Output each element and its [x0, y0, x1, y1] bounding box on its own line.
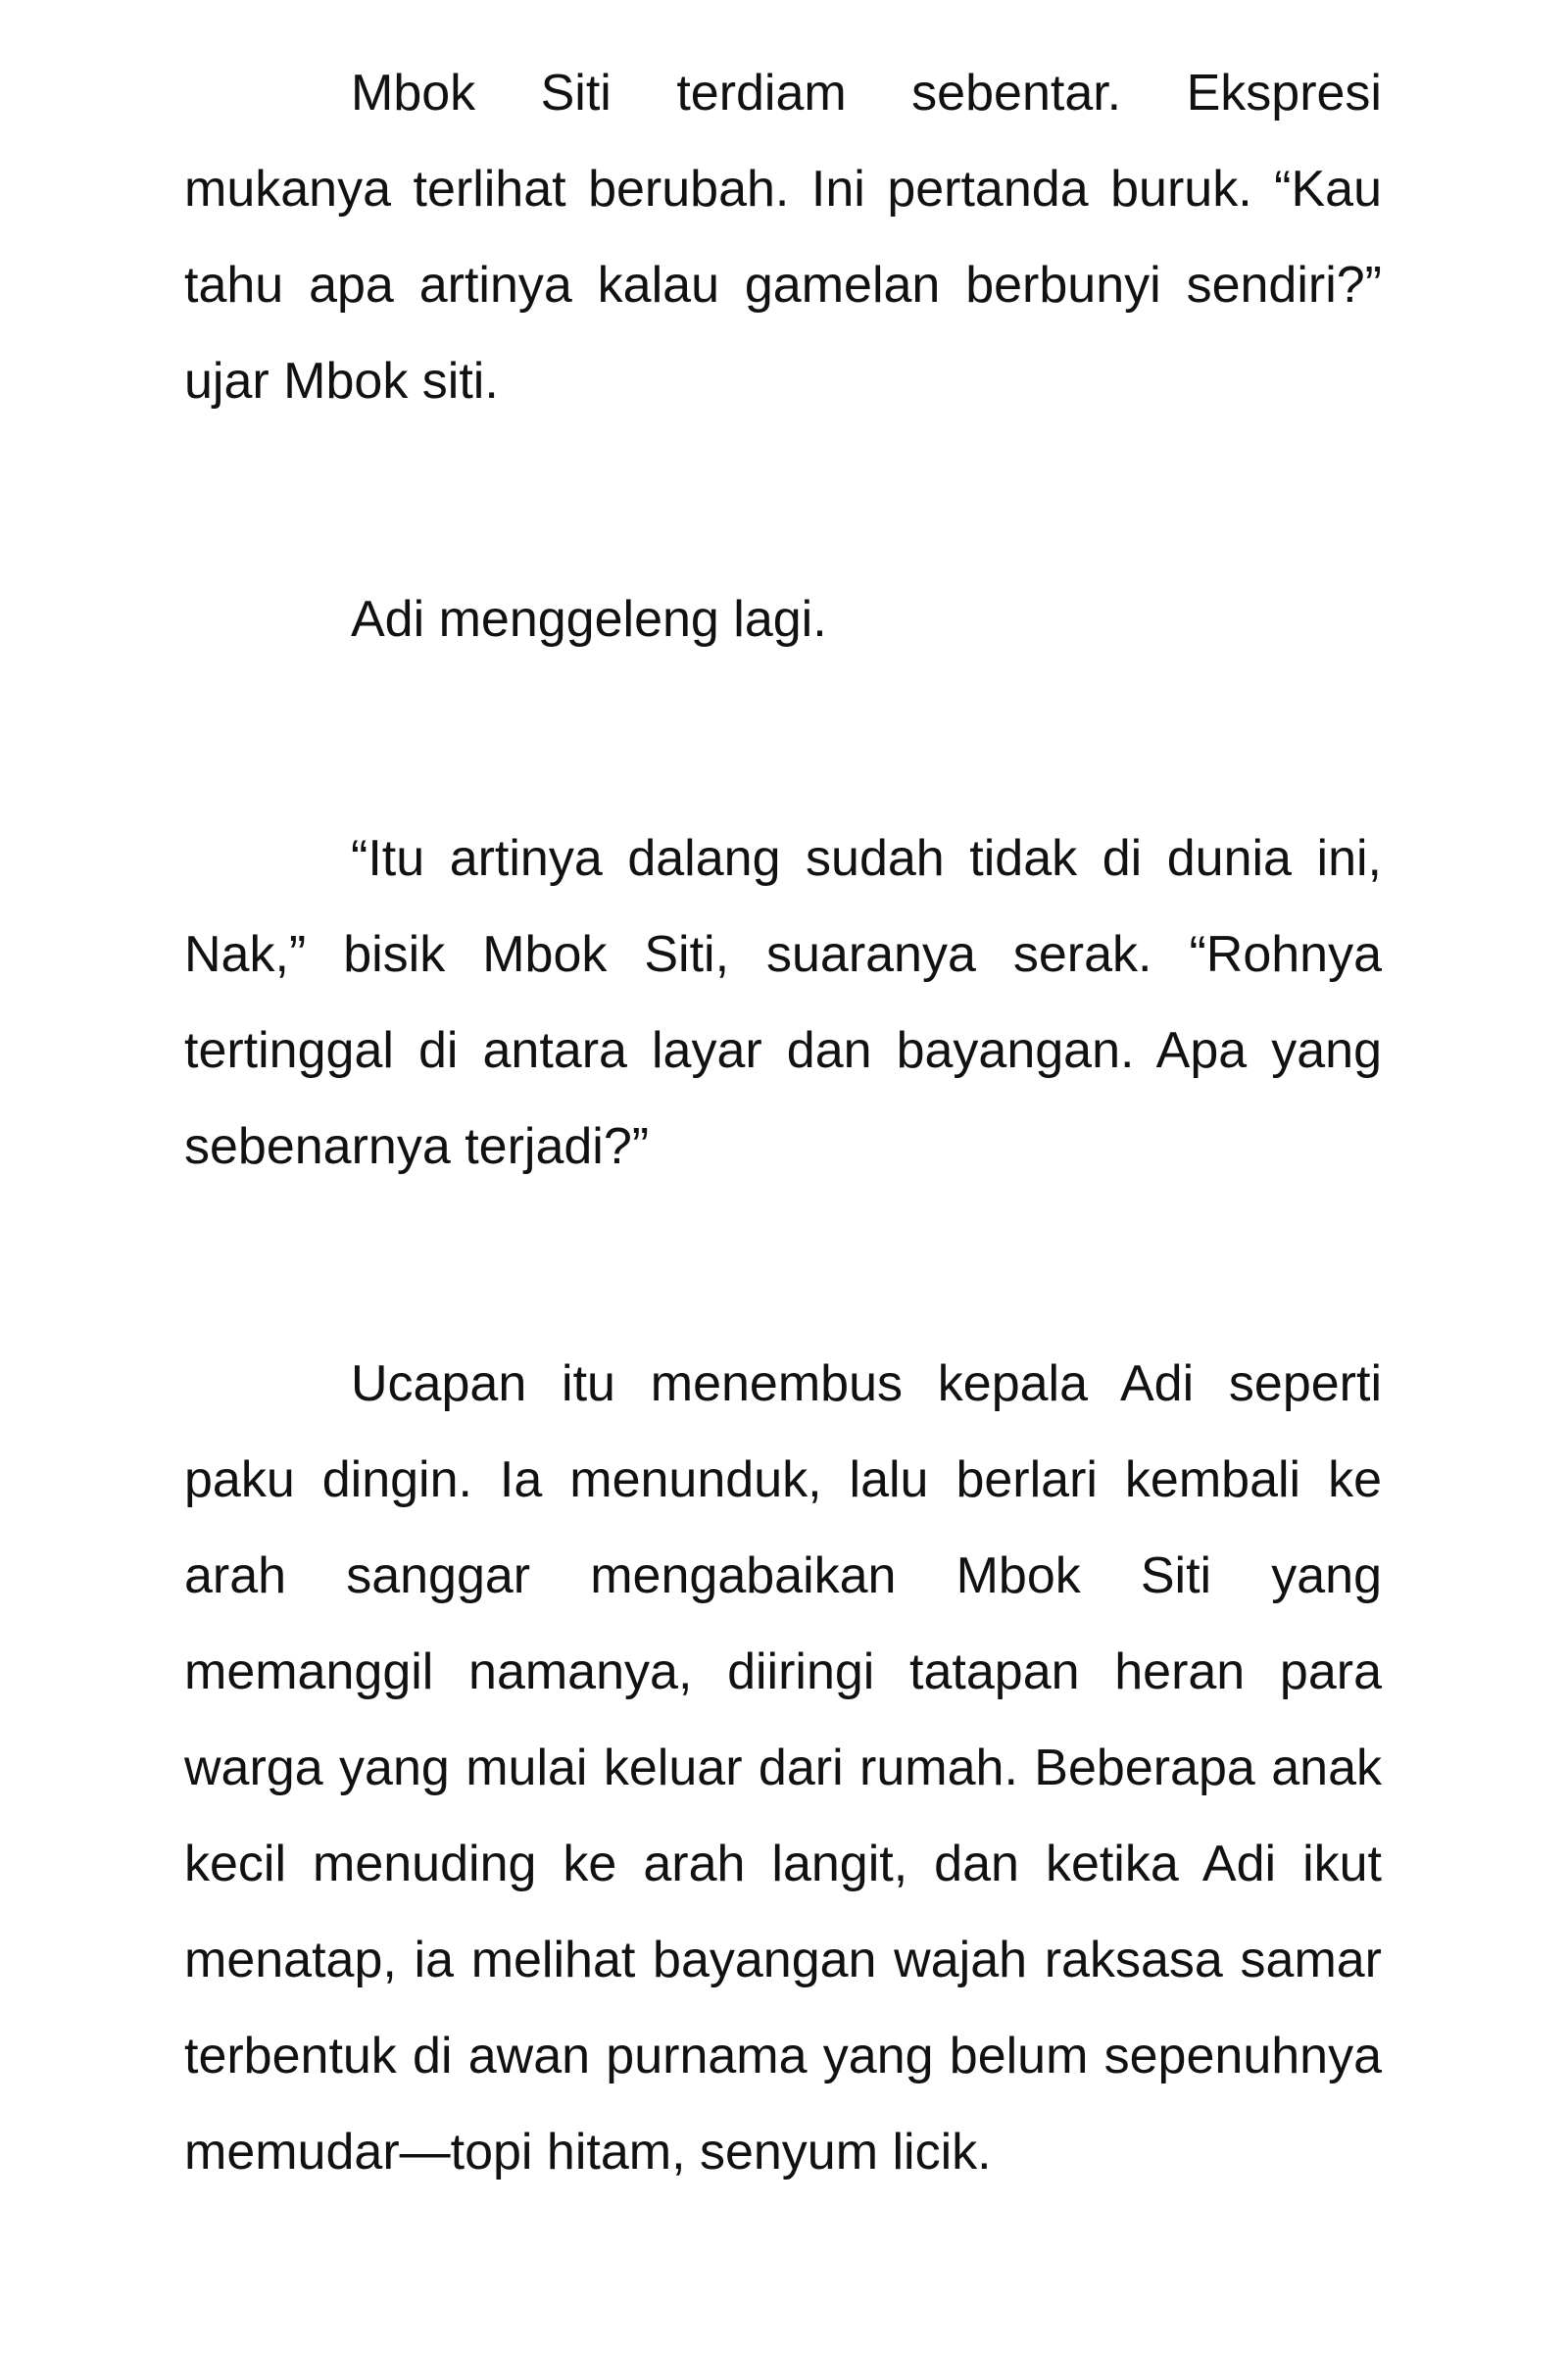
paragraph-ucapan-itu-menembus: Ucapan itu menembus kepala Adi seperti paku dingin. Ia menunduk, lalu berlari kembali ke arah sanggar mengabaikan Mbok Siti yang memanggil namanya, diiringi tatapan heran para warga yang mulai keluar dari rumah. Beberapa anak kecil menuding ke arah langit, dan ketika Adi ikut menatap, ia melihat bayangan wajah raksasa samar terbentuk di awan purnama yang belum sepenuhnya memudar—topi hitam, senyum licik.	[184, 1355, 1382, 2181]
paragraph-itu-artinya-dalang: “Itu artinya dalang sudah tidak di dunia ini, Nak,” bisik Mbok Siti, suaranya serak. “Rohnya tertinggal di antara layar dan bayangan. Apa yang sebenarnya terjadi?”	[184, 830, 1382, 1175]
paragraph-mbok-siti-terdiam: Mbok Siti terdiam sebentar. Ekspresi mukanya terlihat berubah. Ini pertanda buruk. “Kau tahu apa artinya kalau gamelan berbunyi sendiri?” ujar Mbok siti.	[184, 65, 1382, 410]
paragraph-adi-menggeleng: Adi menggeleng lagi.	[351, 591, 827, 648]
